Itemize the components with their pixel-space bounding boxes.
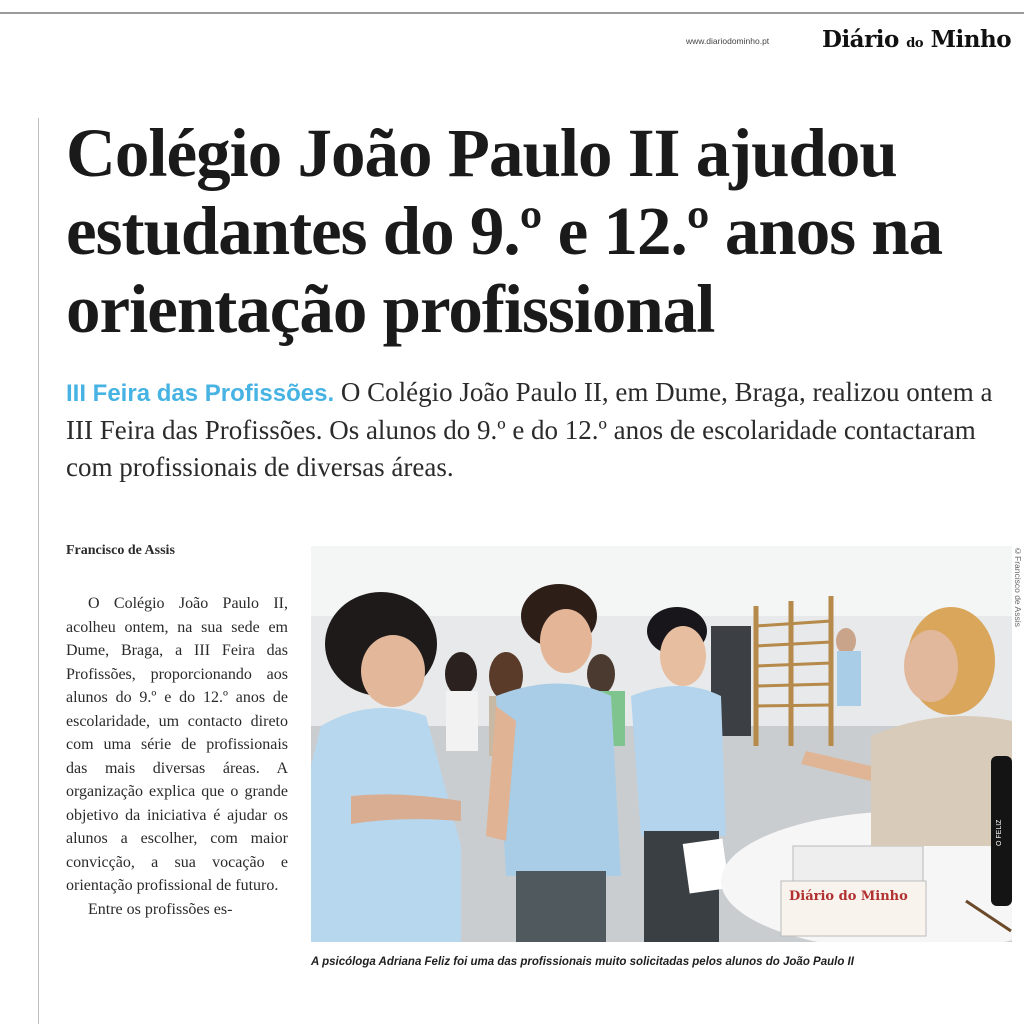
article-lead <box>66 374 1016 486</box>
article-headline: Colégio João Paulo II ajudou estudantes do 9.º e 12.º anos na orientação profissional <box>66 115 943 347</box>
photo-illustration <box>311 546 1012 942</box>
body-paragraph: Entre os profissões es- <box>88 900 233 918</box>
photo-credit: ©Francisco de Assis <box>1013 546 1023 627</box>
masthead-word-1: Diário <box>822 26 899 53</box>
masthead-logo <box>822 26 1011 53</box>
article-byline: Francisco de Assis <box>66 543 175 558</box>
site-url: www.diariodominho.pt <box>686 36 770 46</box>
masthead-word-2: do <box>906 36 924 51</box>
article-lead-text: O Colégio João Paulo II, em Dume, Braga, realizou ontem a III Feira das Profissões. Os alunos do 9.º e do 12.º anos de escolaridade contactaram com profissionais de diversas áreas. <box>66 377 993 482</box>
masthead-word-3: Minho <box>930 26 1012 53</box>
article-body <box>66 592 288 921</box>
top-rule <box>0 12 1024 14</box>
article-kicker: III Feira das Profissões. <box>66 380 335 407</box>
body-paragraph: O Colégio João Paulo II, acolheu ontem, na sua sede em Dume, Braga, a III Feira das Profissões, proporcionando aos alunos do 9.º e do 12.º anos de escolaridade, um contacto direto com uma série de profissionais das mais diversas áreas. A organização explica que o grande objetivo da iniciativa é ajudar os alunos a escolher, com maior convicção, a sua vocação e orientação profissional de futuro. <box>66 595 288 894</box>
photo-caption: A psicóloga Adriana Feliz foi uma das profissionais muito solicitadas pelos alunos do João Paulo II <box>311 956 854 968</box>
bottle-label: O FELIZ <box>996 819 1003 846</box>
column-divider <box>38 118 39 1024</box>
article-photo <box>311 546 1012 942</box>
newspaper-prop-title: Diário do Minho <box>789 889 908 904</box>
